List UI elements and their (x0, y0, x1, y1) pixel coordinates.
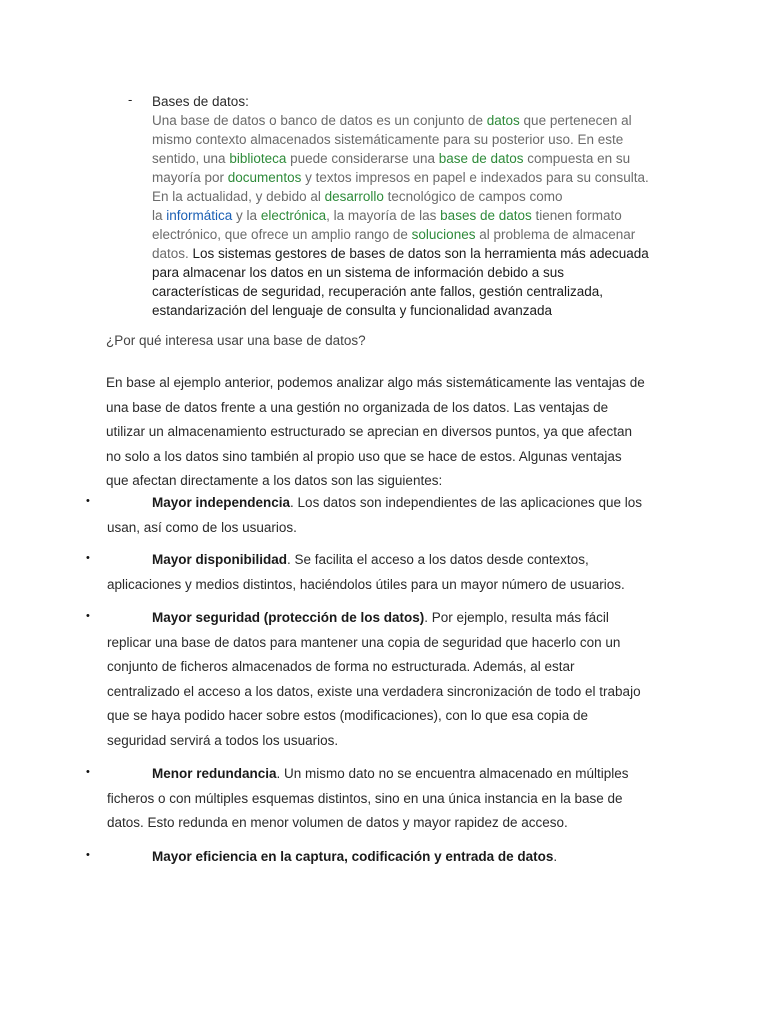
text-run: Los sistemas gestores de bases de datos son la herramienta más adecuada (192, 246, 649, 261)
text-run: electrónico, que ofrece un amplio rango de (152, 227, 412, 242)
bullet-icon: • (86, 766, 90, 778)
bullet-icon: • (86, 495, 90, 507)
list-item-line (107, 845, 667, 870)
list-item-line (107, 491, 667, 516)
bullet-icon: • (86, 610, 90, 622)
text-run: datos. (152, 246, 193, 261)
question-heading: ¿Por qué interesa usar una base de datos? (106, 333, 366, 348)
list-item-body: . (553, 849, 558, 864)
text-run: Una base de datos o banco de datos es un conjunto de (152, 113, 487, 128)
list-item-line (107, 704, 667, 729)
section-body-line (152, 168, 672, 187)
list-item-body: usan, así como de los usuarios. (107, 519, 297, 535)
list-item-line (107, 606, 667, 631)
section-body-line (152, 263, 672, 282)
list-item-body: datos. Esto redunda en menor volumen de datos y mayor rapidez de acceso. (107, 815, 568, 831)
list-item-heading: Mayor eficiencia en la captura, codificación y entrada de datos (152, 849, 554, 864)
text-run: y la (232, 208, 261, 223)
section-body-line (152, 225, 672, 244)
text-run: que pertenecen al (519, 113, 632, 128)
link-text[interactable]: soluciones (411, 227, 476, 242)
section-body-line (152, 111, 672, 130)
list-item-text (107, 491, 667, 540)
paragraph-line: una base de datos frente a una gestión no organizada de los datos. Las ventajas de (106, 399, 609, 415)
section-body-line (152, 206, 672, 225)
section-body-line (152, 244, 672, 263)
list-item-line (107, 680, 667, 705)
text-run: mismo contexto almacenados sistemáticamente para su posterior uso. En este (152, 132, 624, 147)
section-body-line (152, 282, 672, 301)
list-item-line (107, 516, 667, 541)
list-item-heading: Mayor independencia (152, 495, 291, 510)
paragraph-line: En base al ejemplo anterior, podemos analizar algo más sistemáticamente las ventajas de (106, 375, 645, 390)
text-run: para almacenar los datos en un sistema de información debido a sus (152, 265, 564, 280)
dash-marker: - (128, 92, 133, 107)
list-item-body: centralizado el acceso a los datos, existe una verdadera sincronización de todo el trabajo (107, 683, 641, 699)
text-run: sentido, una (152, 151, 230, 166)
list-item-heading: Menor redundancia (152, 766, 277, 781)
list-item-body: replicar una base de datos para mantener una copia de seguridad que hacerlo con un (107, 634, 621, 650)
list-item-line (107, 762, 667, 787)
list-item-text (107, 606, 667, 754)
paragraph-line: que afectan directamente a los datos son las siguientes: (106, 473, 443, 489)
paragraph-line: no solo a los datos sino también al propio uso que se hace de estos. Algunas ventajas (106, 448, 622, 464)
bullet-icon: • (86, 849, 90, 861)
link-text[interactable]: informática (166, 208, 233, 223)
list-item-line (107, 631, 667, 656)
bullet-icon: • (86, 552, 90, 564)
list-item-body: . Por ejemplo, resulta más fácil (424, 610, 609, 625)
text-run: al problema de almacenar (475, 227, 636, 242)
list-item-line (107, 655, 667, 680)
section-body (152, 111, 672, 320)
link-text[interactable]: desarrollo (324, 189, 384, 204)
section-body-line (152, 130, 672, 149)
list-item-body: aplicaciones y medios distintos, haciéndolos útiles para un mayor número de usuarios. (107, 576, 625, 592)
list-item-text (107, 548, 667, 597)
text-run: y textos impresos en papel e indexados para su consulta. (301, 170, 649, 185)
list-item-line (107, 787, 667, 812)
link-text[interactable]: bases de datos (440, 208, 532, 223)
list-item-heading: Mayor disponibilidad (152, 552, 288, 567)
list-item-heading: Mayor seguridad (protección de los datos) (152, 610, 425, 625)
list-item-body: conjunto de ficheros almacenados de forma no estructurada. Además, al estar (107, 659, 575, 675)
list-item-line (107, 729, 667, 754)
list-item-body: ficheros o con múltiples esquemas distintos, sino en una única instancia en la base de (107, 790, 623, 806)
text-run: estandarización del lenguaje de consulta y funcionalidad avanzada (152, 303, 553, 318)
section-title: Bases de datos: (152, 94, 249, 109)
list-item-body: . Un mismo dato no se encuentra almacenado en múltiples (276, 766, 629, 781)
intro-paragraph (106, 371, 666, 494)
link-text[interactable]: documentos (227, 170, 302, 185)
list-item-text (107, 845, 667, 870)
text-run: compuesta en su (523, 151, 631, 166)
link-text[interactable]: biblioteca (229, 151, 287, 166)
link-text[interactable]: datos (486, 113, 520, 128)
section-body-line (152, 187, 672, 206)
text-run: , la mayoría de las (326, 208, 441, 223)
text-run: puede considerarse una (286, 151, 439, 166)
list-item-body: . Los datos son independientes de las aplicaciones que los (290, 495, 643, 510)
link-text[interactable]: base de datos (438, 151, 524, 166)
text-run: mayoría por (152, 170, 228, 185)
list-item-body: seguridad servirá a todos los usuarios. (107, 732, 339, 748)
text-run: la (152, 208, 167, 223)
list-item-body: que se haya podido hacer sobre estos (modificaciones), con lo que esa copia de (107, 708, 589, 724)
section-body-line (152, 149, 672, 168)
paragraph-line: utilizar un almacenamiento estructurado se aprecian en diversos puntos, ya que afectan (106, 424, 633, 440)
list-item-line (107, 573, 667, 598)
link-text[interactable]: electrónica (260, 208, 327, 223)
text-run: tienen formato (531, 208, 622, 223)
text-run: En la actualidad, y debido al (152, 189, 325, 204)
list-item-line (107, 811, 667, 836)
list-item-line (107, 548, 667, 573)
text-run: características de seguridad, recuperación ante fallos, gestión centralizada, (152, 284, 604, 299)
list-item-body: . Se facilita el acceso a los datos desde contextos, (287, 552, 589, 567)
text-run: tecnológico de campos como (383, 189, 563, 204)
list-item-text (107, 762, 667, 836)
section-body-line (152, 301, 672, 320)
